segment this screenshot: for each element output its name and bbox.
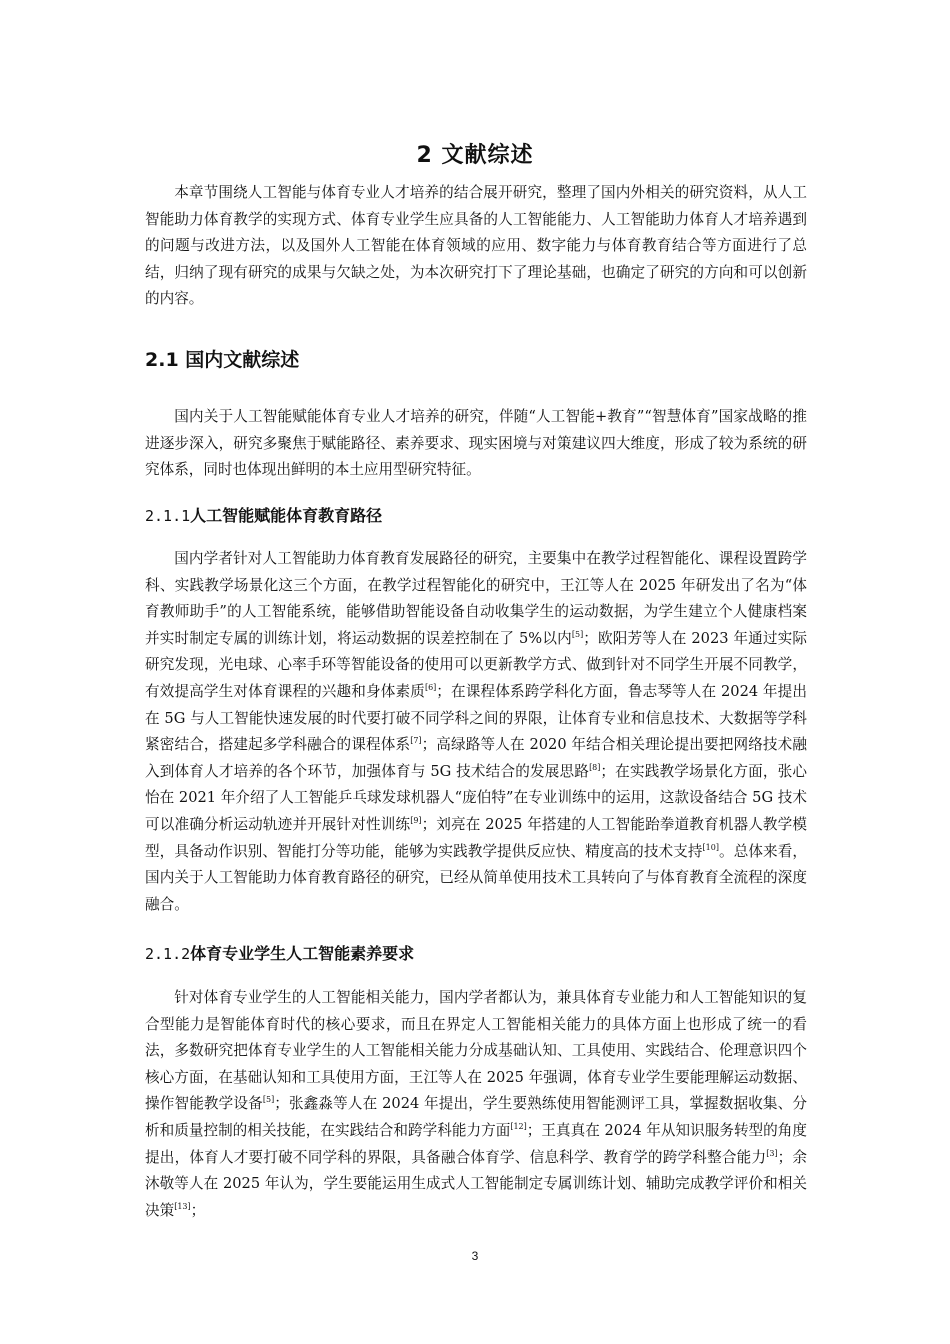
section-number: 2.1.1: [145, 507, 191, 525]
chapter-title: 2 文献综述: [416, 142, 534, 168]
text-segment: 针对体育专业学生的人工智能相关能力，国内学者都认为，兼具体育专业能力和人工智能知识的复合型能力是智能体育时代的核心要求，而且在界定人工智能相关能力的具体方面上也形成了统一的看法，多数研究把体育专业学生的人工智能相关能力分成基础认知、工具使用、实践结合、伦理意识四个核心方面，在基础认知和工具使用方面，王江等人在 2025 年强调，体育专业学生要能理解运动数据、操作智能教学设备: [145, 989, 807, 1113]
citation-ref[interactable]: [5]: [262, 1095, 275, 1105]
text-segment: ；刘亮在 2025 年搭建的人工智能跆拳道教育机器人教学模型，具备动作识别、智能打分等功能，能够为实践教学提供反应快、精度高的技术支持: [145, 815, 807, 860]
section-2-1-paragraph: 国内关于人工智能赋能体育专业人才培养的研究，伴随“人工智能+教育”“智慧体育”国家战略的推进逐步深入，研究多聚焦于赋能路径、素养要求、现实困境与对策建议四大维度，形成了较为系统的研究体系，同时也体现出鲜明的本土应用型研究特征。: [145, 408, 807, 479]
citation-ref[interactable]: [9]: [410, 815, 422, 825]
citation-ref[interactable]: [7]: [410, 736, 422, 746]
citation-ref[interactable]: [5]: [571, 629, 584, 639]
citation-ref[interactable]: [3]: [766, 1148, 778, 1158]
section-heading-2-1-2: [145, 941, 414, 967]
citation-ref[interactable]: [10]: [702, 842, 719, 852]
section-2-1-1-paragraph: [145, 546, 807, 918]
text-segment: ；在课程体系跨学科化方面，鲁志琴等人在 2024 年提出在 5G 与人工智能快速发展的时代要打破不同学科之间的界限，让体育专业和信息技术、大数据等学科紧密结合，搭建起多学科融合的课程体系: [145, 682, 807, 754]
text-segment: 国内学者针对人工智能助力体育教育发展路径的研究，主要集中在教学过程智能化、课程设置跨学科、实践教学场景化这三个方面，在教学过程智能化的研究中，王江等人在 2025 年研发出了名为“体育教师助手”的人工智能系统，能够借助智能设备自动收集学生的运动数据，为学生建立个人健康档案并实时制定专属的训练计划，将运动数据的误差控制在了 5%以内: [145, 550, 807, 647]
text-segment: ；欧阳芳等人在 2023 年通过实际研究发现，光电球、心率手环等智能设备的使用可以更新教学方式、做到针对不同学生开展不同教学，有效提高学生对体育课程的兴趣和身体素质: [145, 629, 808, 700]
section-heading-2-1: 2.1 国内文献综述: [145, 349, 300, 371]
text-segment: 。总体来看，国内关于人工智能助力体育教育路径的研究，已经从简单使用技术工具转向了与体育教育全流程的深度融合。: [145, 842, 807, 913]
citation-ref[interactable]: [8]: [589, 762, 601, 772]
section-heading-2-1-1: [145, 503, 382, 529]
text-segment: ；王真真在 2024 年从知识服务转型的角度提出，体育人才要打破不同学科的界限，具备融合体育学、信息科学、教育学的跨学科整合能力: [145, 1121, 807, 1166]
citation-ref[interactable]: [12]: [510, 1121, 527, 1131]
section-title: 体育专业学生人工智能素养要求: [190, 944, 415, 963]
intro-paragraph: 本章节围绕人工智能与体育专业人才培养的结合展开研究，整理了国内外相关的研究资料，从人工智能助力体育教学的实现方式、体育专业学生应具备的人工智能能力、人工智能助力体育人才培养遇到的问题与改进方法，以及国外人工智能在体育领域的应用、数字能力与体育教育结合等方面进行了总结，归纳了现有研究的成果与欠缺之处，为本次研究打下了理论基础，也确定了研究的方向和可以创新的内容。: [145, 184, 807, 308]
text-segment: ；: [190, 1201, 206, 1219]
text-segment: ；余沐敬等人在 2025 年认为，学生要能运用生成式人工智能制定专属训练计划、辅助完成教学评价和相关决策: [145, 1148, 807, 1219]
section-title: 人工智能赋能体育教育路径: [190, 506, 383, 525]
page-number: 3: [471, 1249, 479, 1263]
text-segment: ；高绿路等人在 2020 年结合相关理论提出要把网络技术融入到体育人才培养的各个环节，加强体育与 5G 技术结合的发展思路: [145, 736, 807, 780]
text-segment: ；在实践教学场景化方面，张心怡在 2021 年介绍了人工智能乒乓球发球机器人“庞伯特”在专业训练中的运用，这款设备结合 5G 技术可以准确分析运动轨迹并开展针对性训练: [145, 762, 807, 833]
section-number: 2.1.2: [145, 945, 191, 963]
text-segment: ；张鑫淼等人在 2024 年提出，学生要熟练使用智能测评工具，掌握数据收集、分析和质量控制的相关技能，在实践结合和跨学科能力方面: [145, 1095, 807, 1139]
section-2-1-2-paragraph: [145, 985, 807, 1224]
citation-ref[interactable]: [13]: [174, 1201, 191, 1211]
citation-ref[interactable]: [6]: [424, 682, 437, 692]
